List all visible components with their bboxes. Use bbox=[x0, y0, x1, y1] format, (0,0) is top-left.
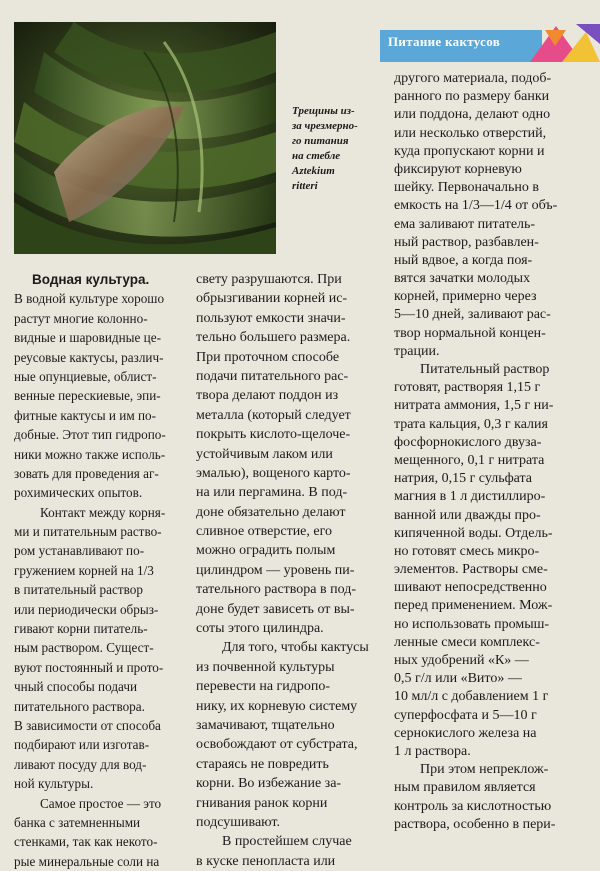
text-line: При проточном способе bbox=[196, 349, 340, 365]
text-line: ленные смеси комплекс- bbox=[394, 634, 540, 650]
text-line: готовят, растворяя 1,15 г bbox=[394, 380, 541, 396]
text-line: в куске пенопласта или bbox=[196, 853, 336, 869]
text-line: эмалью), вощеного карто- bbox=[196, 465, 351, 481]
text-line: При этом непреклож- bbox=[420, 762, 549, 778]
text-line: Питательный раствор bbox=[420, 362, 550, 377]
section-header bbox=[380, 22, 600, 64]
text-line: ной культуры. bbox=[14, 776, 94, 792]
text-line: освобождают от субстрата, bbox=[196, 737, 358, 753]
text-line: ным правилом является bbox=[394, 780, 536, 796]
text-line: шейку. Первоначально в bbox=[394, 180, 540, 196]
text-line: цилиндром — уровень пи- bbox=[196, 562, 355, 578]
text-line: подбирают или изготав- bbox=[14, 737, 150, 753]
text-line: перевести на гидропо- bbox=[196, 679, 331, 695]
text-line: натрия, 0,15 г сульфата bbox=[394, 471, 533, 487]
text-line: шивают непосредственно bbox=[394, 580, 547, 596]
text-line: ных удобрений «К» — bbox=[394, 653, 529, 668]
text-line: или периодически обрыз- bbox=[14, 601, 159, 617]
text-line: но готовят смесь микро- bbox=[394, 543, 540, 559]
text-line: 0,5 г/л или «Вито» — bbox=[394, 671, 522, 687]
text-line: тательного раствора в под- bbox=[196, 582, 356, 598]
text-line: магния в 1 л дистиллиро- bbox=[394, 489, 546, 505]
text-line: перед применением. Мож- bbox=[394, 598, 553, 614]
text-line: ванной или дважды про- bbox=[394, 507, 541, 523]
text-line: Для того, чтобы кактусы bbox=[222, 640, 369, 656]
text-line: венные перескиевые, эпи- bbox=[14, 388, 161, 404]
text-line: банка с затемненными bbox=[14, 814, 141, 830]
text-line: фитные кактусы и им по- bbox=[14, 407, 157, 423]
text-line: доне обязательно делают bbox=[196, 504, 346, 520]
photo-caption bbox=[292, 104, 366, 194]
text-line: ми и питательным раство- bbox=[14, 524, 162, 540]
text-line: Самое простое — это bbox=[40, 795, 162, 811]
text-line: элементов. Растворы сме- bbox=[394, 562, 548, 578]
text-line: емкость на 1/3—1/4 от объ- bbox=[394, 198, 558, 214]
text-line: трата кальция, 0,3 г калия bbox=[394, 416, 548, 432]
text-line: из почвенной культуры bbox=[196, 659, 335, 675]
text-line: пользуют емкости значи- bbox=[196, 310, 346, 326]
text-line: мещенного, 0,1 г нитрата bbox=[394, 452, 545, 468]
text-line: фиксируют корневую bbox=[394, 161, 522, 177]
text-line: стенками, так как некото- bbox=[14, 834, 158, 850]
text-line: ливают посуду для вод- bbox=[14, 756, 147, 772]
text-line: стараясь не повредить bbox=[196, 756, 329, 772]
text-line: вятся зачатки молодых bbox=[394, 271, 531, 287]
text-line: В водной культуре хорошо bbox=[14, 291, 165, 307]
text-line: реусовые кактусы, различ- bbox=[14, 349, 164, 365]
text-line: трации. bbox=[394, 343, 440, 359]
text-line: зовать для проведения аг- bbox=[14, 465, 159, 481]
text-line: контроль за кислотностью bbox=[394, 798, 552, 814]
text-line: соты этого цилиндра. bbox=[196, 621, 324, 637]
text-line: нитрата аммония, 1,5 г ни- bbox=[394, 398, 554, 414]
text-line: ные опунциевые, облист- bbox=[14, 368, 157, 384]
caption-line: за чрезмерно- bbox=[292, 120, 358, 132]
text-line: вуют постоянный и прото- bbox=[14, 659, 164, 675]
text-line: свету разрушаются. При bbox=[196, 272, 342, 287]
text-line: устойчивым лаком или bbox=[196, 446, 333, 462]
text-line: кипяченной воды. Отдель- bbox=[394, 525, 553, 541]
text-line: ники можно также исполь- bbox=[14, 446, 166, 462]
cactus-photo bbox=[14, 22, 276, 254]
caption-line: Aztekium bbox=[292, 165, 335, 177]
text-line: раствора, особенно в пери- bbox=[394, 816, 556, 832]
text-line: рые минеральные соли на bbox=[14, 853, 160, 869]
text-line: твора делают поддон из bbox=[196, 388, 339, 404]
text-line: можно оградить полым bbox=[196, 543, 336, 559]
text-line: замачивают, тщательно bbox=[196, 717, 335, 733]
text-line: корни. Во избежание за- bbox=[196, 776, 342, 792]
caption-line: Трещины из- bbox=[292, 105, 355, 117]
text-line: другого материала, подоб- bbox=[394, 71, 552, 86]
text-line: покрыть кислото-щелоче- bbox=[196, 427, 351, 443]
text-line: сернокислого железа на bbox=[394, 725, 537, 741]
text-line: ема заливают питатель- bbox=[394, 216, 536, 232]
text-line: нику, их корневую систему bbox=[196, 698, 358, 714]
text-line: но использовать промыш- bbox=[394, 616, 550, 632]
text-line: куда пропускают корни и bbox=[394, 143, 545, 159]
text-line: ром устанавливают по- bbox=[14, 543, 145, 559]
text-line: суперфосфата и 5—10 г bbox=[394, 707, 537, 723]
text-line: чный способы подачи bbox=[14, 679, 138, 695]
text-line: подачи питательного рас- bbox=[196, 368, 349, 384]
caption-line: ritteri bbox=[292, 180, 318, 192]
text-line: рохимических опытов. bbox=[14, 485, 143, 501]
text-line: тельно большего размера. bbox=[196, 330, 351, 346]
text-line: В простейшем случае bbox=[222, 834, 352, 850]
text-line: на или пергамина. В под- bbox=[196, 485, 348, 501]
text-line: подсушивают. bbox=[196, 814, 280, 830]
text-line: гружением корней на 1/3 bbox=[14, 562, 154, 578]
text-line: питательного раствора. bbox=[14, 698, 145, 714]
text-line: Контакт между корня- bbox=[40, 504, 166, 520]
text-line: твор нормальной концен- bbox=[394, 325, 546, 341]
text-line: видные и шаровидные це- bbox=[14, 330, 161, 346]
text-line: растут многие колонно- bbox=[14, 310, 148, 326]
text-line: гнивания ранок корни bbox=[196, 795, 328, 811]
text-line: фосфорнокислого двуза- bbox=[394, 434, 542, 450]
text-column-1 bbox=[14, 270, 184, 871]
text-line: обрызгивании корней ис- bbox=[196, 291, 348, 307]
caption-line: го питания bbox=[292, 135, 349, 147]
text-line: ным раствором. Сущест- bbox=[14, 640, 154, 656]
caption-line: на стебле bbox=[292, 150, 341, 162]
text-line: гивают корни питатель- bbox=[14, 621, 148, 637]
text-line: металла (который следует bbox=[196, 407, 351, 423]
text-line: ранного по размеру банки bbox=[394, 89, 550, 105]
text-line: В зависимости от способа bbox=[14, 717, 161, 733]
section-title: Питание кактусов bbox=[388, 34, 501, 49]
text-line: ный раствор, разбавлен- bbox=[394, 234, 539, 250]
text-line: ный вдвое, а когда поя- bbox=[394, 252, 533, 268]
text-line: 5—10 дней, заливают рас- bbox=[394, 307, 551, 323]
text-column-3 bbox=[394, 70, 586, 834]
text-line: корней, примерно через bbox=[394, 289, 537, 305]
text-line: или несколько отверстий, bbox=[394, 125, 547, 141]
text-line: 10 мл/л с добавлением 1 г bbox=[394, 689, 549, 705]
text-line: сливное отверстие, его bbox=[196, 524, 333, 540]
subheading: Водная культура. bbox=[32, 272, 150, 287]
text-line: в питательный раствор bbox=[14, 582, 143, 598]
text-column-2 bbox=[196, 270, 378, 871]
text-line: доне будет зависеть от вы- bbox=[196, 601, 355, 617]
text-line: 1 л раствора. bbox=[394, 743, 471, 759]
text-line: или поддона, делают одно bbox=[394, 107, 551, 123]
text-line: добные. Этот тип гидропо- bbox=[14, 427, 166, 443]
